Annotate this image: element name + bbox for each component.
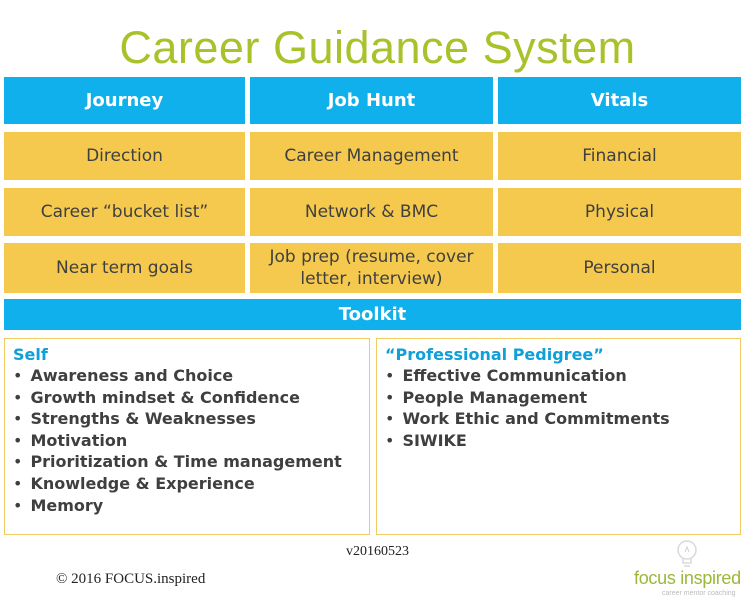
list-item: • Awareness and Choice [13, 365, 361, 387]
list-item: • Prioritization & Time management [13, 451, 361, 473]
self-title: Self [13, 345, 48, 364]
list-item: • SIWIKE [385, 430, 732, 452]
pedigree-list [385, 365, 732, 451]
cell-network-bmc: Network & BMC [250, 188, 493, 236]
logo-tagline: career mentor coaching [662, 590, 736, 597]
self-list [13, 365, 361, 516]
pedigree-title: “Professional Pedigree” [385, 345, 604, 364]
logo-text: focus inspired [634, 568, 741, 588]
header-job-hunt: Job Hunt [250, 77, 493, 124]
self-box [4, 338, 370, 535]
list-item: • Memory [13, 495, 361, 517]
list-item: • Knowledge & Experience [13, 473, 361, 495]
cell-direction: Direction [4, 132, 245, 180]
cell-physical: Physical [498, 188, 741, 236]
cell-career-bucket-list: Career “bucket list” [4, 188, 245, 236]
list-item: • Growth mindset & Confidence [13, 387, 361, 409]
list-item: • Motivation [13, 430, 361, 452]
cell-financial: Financial [498, 132, 741, 180]
page-title: Career Guidance System [119, 22, 636, 73]
version-label: v20160523 [346, 544, 409, 559]
pedigree-box [376, 338, 741, 535]
toolkit-bar: Toolkit [4, 299, 741, 330]
list-item: • Effective Communication [385, 365, 732, 387]
list-item: • People Management [385, 387, 732, 409]
copyright-label: © 2016 FOCUS.inspired [56, 571, 206, 587]
cell-personal: Personal [498, 243, 741, 293]
list-item: • Strengths & Weaknesses [13, 408, 361, 430]
cell-career-management: Career Management [250, 132, 493, 180]
cell-near-term-goals: Near term goals [4, 243, 245, 293]
focus-inspired-logo [628, 538, 753, 600]
list-item: • Work Ethic and Commitments [385, 408, 732, 430]
lightbulb-icon [674, 538, 700, 570]
cell-job-prep: Job prep (resume, cover letter, interview) [250, 243, 493, 293]
header-vitals: Vitals [498, 77, 741, 124]
header-journey: Journey [4, 77, 245, 124]
